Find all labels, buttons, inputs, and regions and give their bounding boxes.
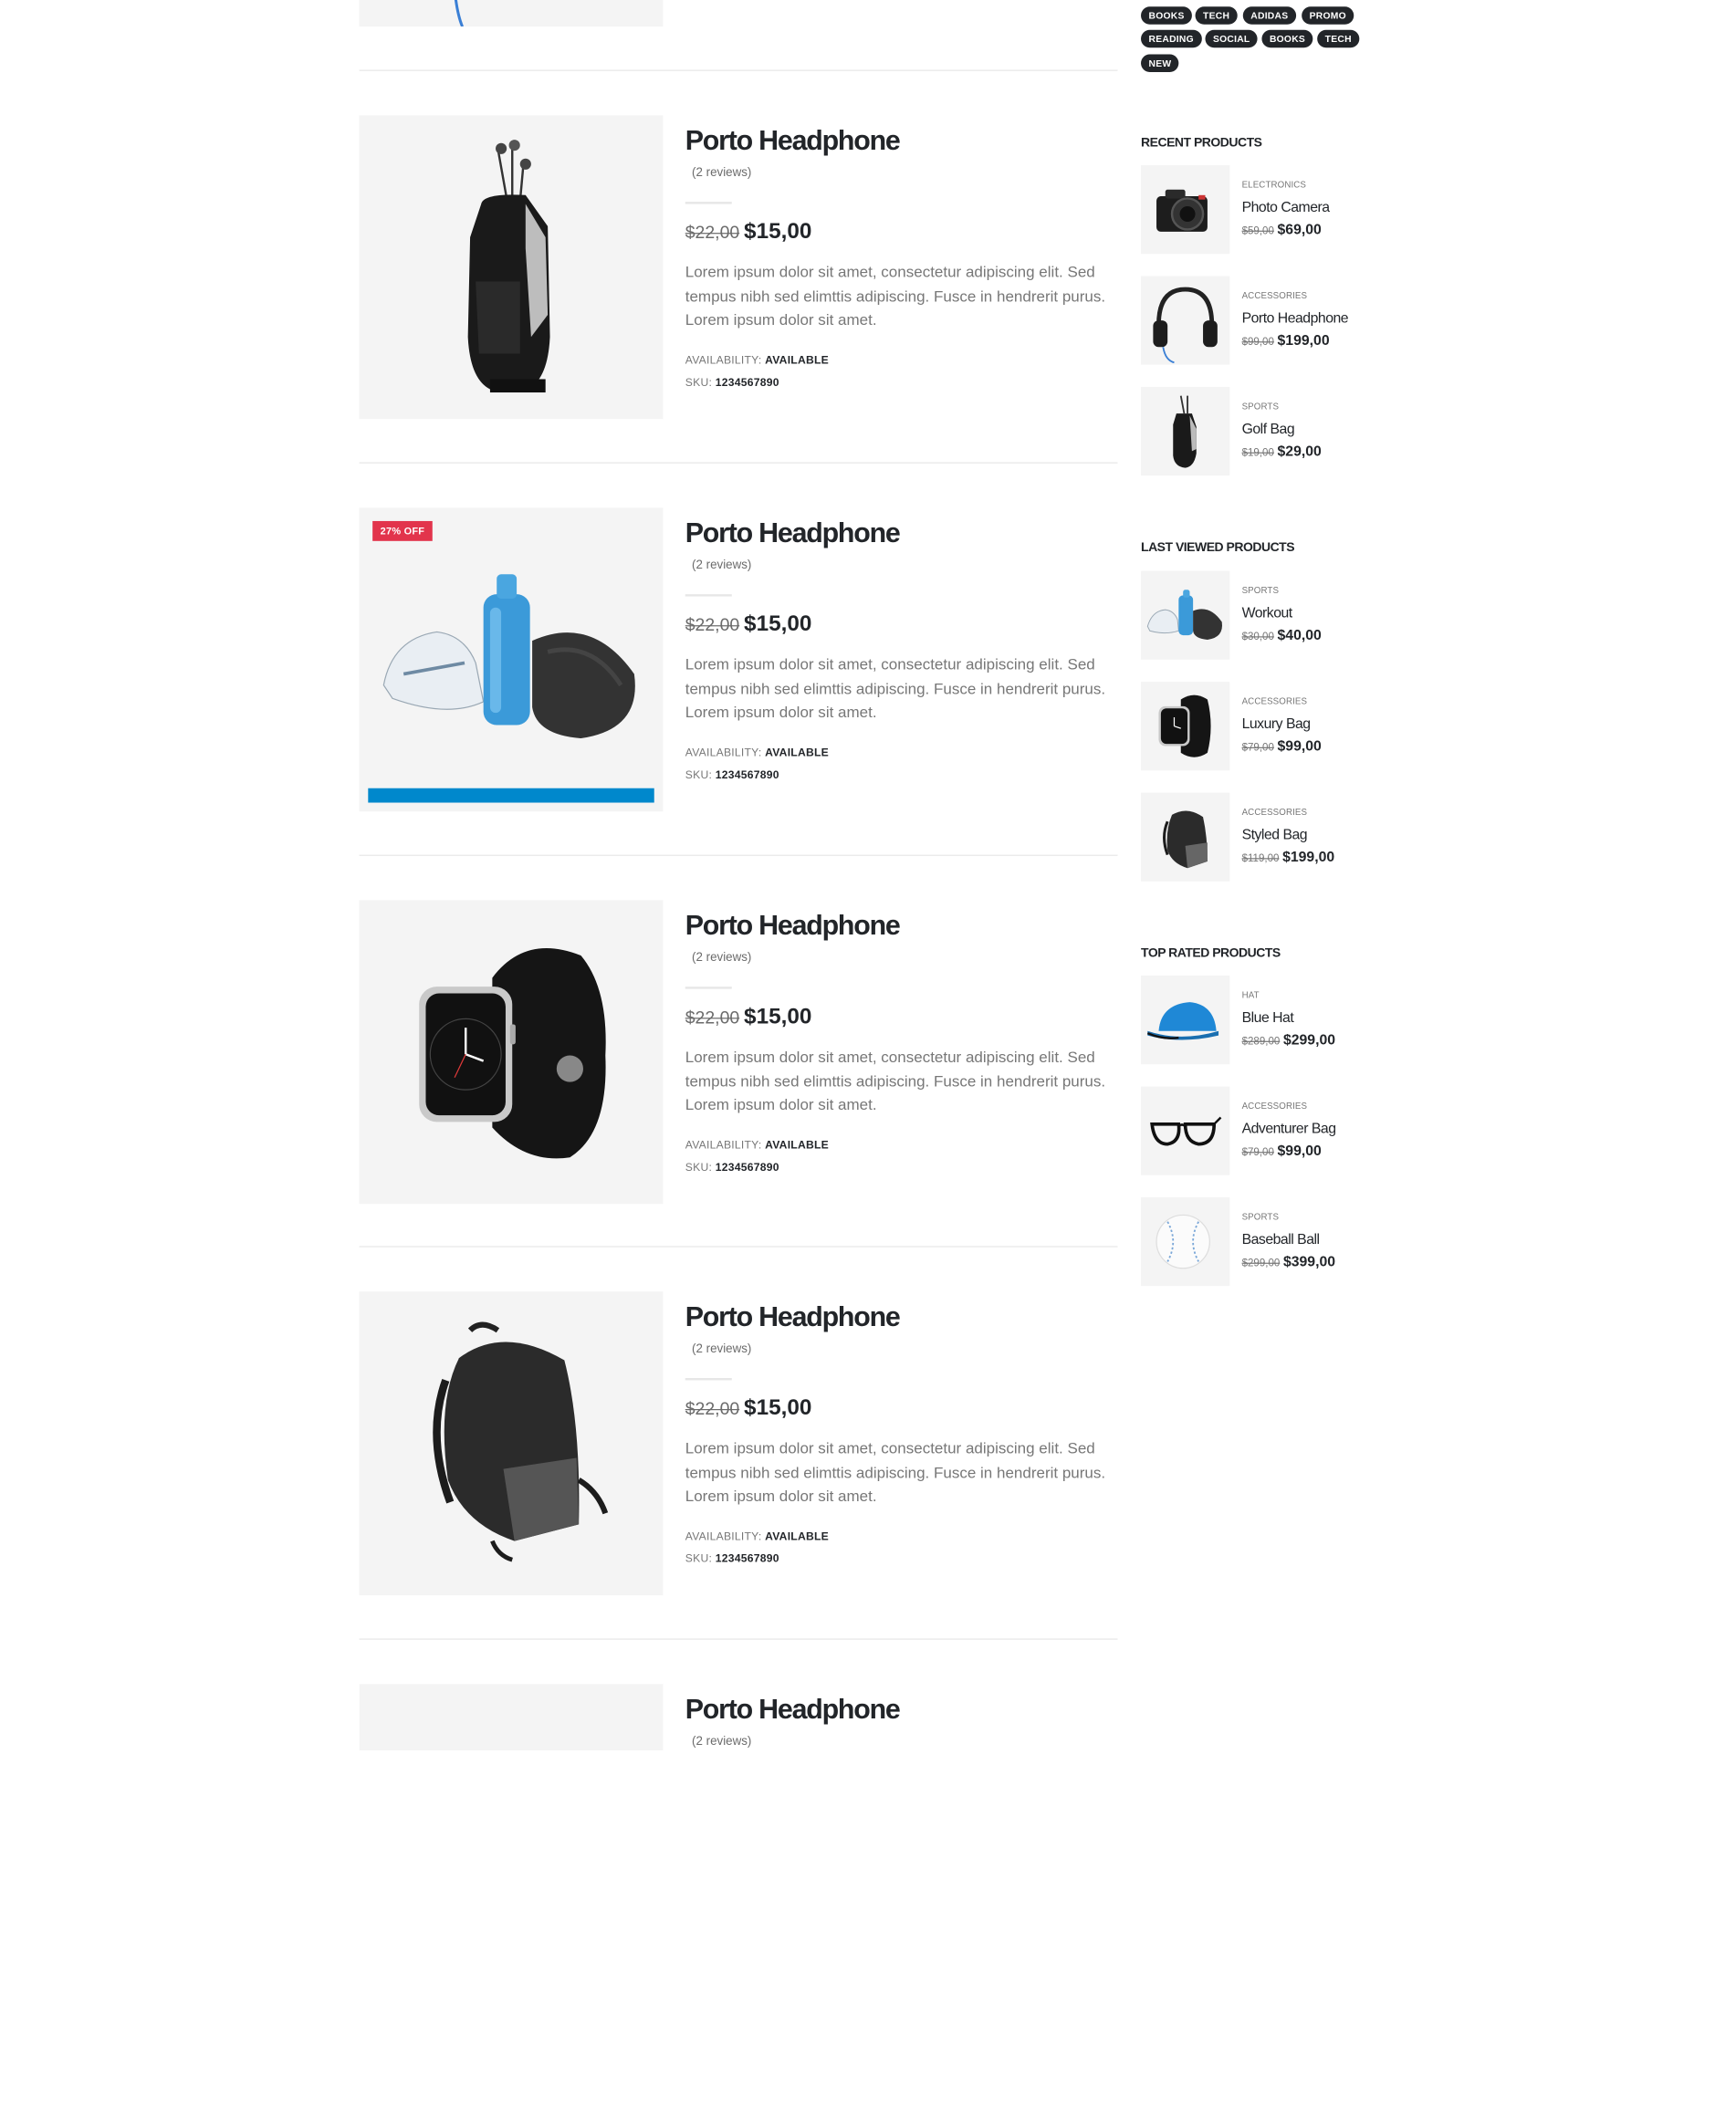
- old-price: $119,00: [1241, 852, 1280, 865]
- price: [685, 1005, 1118, 1030]
- tag[interactable]: PROMO: [1302, 6, 1354, 24]
- old-price: $99,00: [1241, 336, 1274, 349]
- old-price: $22,00: [685, 1400, 740, 1419]
- widget-product[interactable]: [1141, 682, 1385, 770]
- availability-value: AVAILABLE: [765, 1530, 830, 1543]
- old-price: $22,00: [685, 616, 740, 636]
- tag[interactable]: BOOKS: [1141, 6, 1192, 24]
- old-price: $79,00: [1241, 1146, 1274, 1159]
- golf-bag-icon: [360, 115, 664, 419]
- glasses-icon: [1141, 1087, 1229, 1175]
- product-description: Lorem ipsum dolor sit amet, consectetur adipiscing elit. Sed tempus nibh sed elimttis adipiscing. Fusce in hendrerit purus. Lorem ipsum dolor sit amet.: [685, 1047, 1106, 1113]
- widget-product-price: [1242, 1031, 1335, 1048]
- smartwatch-icon: [360, 900, 664, 1204]
- widget-product-name[interactable]: Luxury Bag: [1241, 715, 1311, 732]
- widget-product-image[interactable]: [1141, 387, 1229, 475]
- sku-label: SKU:: [685, 768, 713, 781]
- tag[interactable]: BOOKS: [1261, 30, 1312, 47]
- sku-label: SKU:: [685, 1552, 713, 1565]
- separator: [360, 1638, 1118, 1639]
- product-title[interactable]: Porto Headphone: [685, 1694, 900, 1726]
- widget-title: TOP RATED PRODUCTS: [1141, 946, 1281, 961]
- sku-label: SKU:: [685, 1161, 713, 1174]
- current-price: $199,00: [1282, 848, 1335, 865]
- current-price: $199,00: [1277, 331, 1330, 349]
- old-price: $79,00: [1241, 741, 1274, 755]
- product-title[interactable]: Porto Headphone: [685, 125, 900, 157]
- separator: [360, 70, 1118, 71]
- price: [685, 220, 1118, 245]
- discount-badge: 27% OFF: [372, 521, 433, 541]
- current-price: $15,00: [744, 1004, 812, 1029]
- backpack-icon: [1141, 793, 1229, 882]
- product-meta: [685, 742, 1118, 787]
- old-price: $22,00: [685, 1008, 740, 1028]
- widget-product[interactable]: [1141, 571, 1385, 660]
- widget-product-price: [1242, 443, 1322, 459]
- old-price: $30,00: [1241, 631, 1274, 643]
- product-item: [360, 507, 1118, 811]
- hat-icon: [1141, 976, 1229, 1064]
- tag[interactable]: SOCIAL: [1205, 30, 1257, 47]
- current-price: $15,00: [744, 219, 812, 245]
- price: [685, 1395, 1118, 1421]
- tag[interactable]: NEW: [1141, 55, 1179, 72]
- widget-product-price: [1242, 1253, 1335, 1269]
- widget-product-category[interactable]: HAT: [1241, 989, 1260, 1000]
- progress-fill: [368, 788, 654, 803]
- tag[interactable]: READING: [1141, 30, 1201, 47]
- current-price: $40,00: [1277, 626, 1322, 643]
- availability-label: AVAILABILITY:: [685, 747, 762, 759]
- product-description: Lorem ipsum dolor sit amet, consectetur adipiscing elit. Sed tempus nibh sed elimttis adipiscing. Fusce in hendrerit purus. Lorem ipsum dolor sit amet.: [685, 654, 1106, 721]
- tag[interactable]: ADIDAS: [1243, 6, 1296, 24]
- old-price: $59,00: [1241, 224, 1274, 237]
- widget-product[interactable]: [1141, 976, 1385, 1064]
- product-title[interactable]: Porto Headphone: [685, 910, 900, 942]
- widget-product-category[interactable]: ACCESSORIES: [1241, 695, 1308, 706]
- widget-product-price: [1242, 331, 1330, 348]
- product-item: [360, 900, 1118, 1204]
- product-item: [360, 115, 1118, 419]
- widget-product-price: [1242, 848, 1335, 864]
- widget-product[interactable]: [1141, 387, 1385, 475]
- product-description: Lorem ipsum dolor sit amet, consectetur adipiscing elit. Sed tempus nibh sed elimttis adipiscing. Fusce in hendrerit purus. Lorem ipsum dolor sit amet.: [685, 262, 1106, 329]
- availability-value: AVAILABLE: [765, 1139, 830, 1152]
- widget-product-price: [1242, 626, 1322, 642]
- sku-value: 1234567890: [715, 1552, 779, 1565]
- widget-product-category[interactable]: SPORTS: [1241, 1211, 1280, 1222]
- camera-icon: [1141, 165, 1229, 254]
- product-meta: [685, 350, 1118, 394]
- divider: [685, 987, 732, 988]
- product-image[interactable]: [360, 115, 664, 419]
- widget-product-price: [1242, 221, 1322, 237]
- availability-label: AVAILABILITY:: [685, 354, 762, 367]
- review-count[interactable]: (2 reviews): [692, 951, 752, 965]
- separator: [360, 1246, 1118, 1247]
- golf-bag-icon: [1141, 387, 1229, 475]
- widget-product-name[interactable]: Porto Headphone: [1241, 308, 1349, 327]
- review-count[interactable]: (2 reviews): [692, 166, 752, 180]
- widget-product[interactable]: [1141, 165, 1385, 254]
- old-price: $299,00: [1241, 1257, 1281, 1269]
- product-image[interactable]: [360, 507, 664, 811]
- product-image[interactable]: [360, 1684, 664, 1750]
- review-count[interactable]: (2 reviews): [692, 1342, 752, 1356]
- widget-product-category[interactable]: ELECTRONICS: [1241, 179, 1307, 190]
- availability-label: AVAILABILITY:: [685, 1530, 762, 1543]
- current-price: $399,00: [1282, 1252, 1336, 1269]
- widget-product[interactable]: [1141, 793, 1385, 882]
- separator: [360, 855, 1118, 856]
- product-image[interactable]: [360, 1291, 664, 1595]
- current-price: $99,00: [1277, 1142, 1322, 1159]
- product-description: Lorem ipsum dolor sit amet, consectetur adipiscing elit. Sed tempus nibh sed elimttis adipiscing. Fusce in hendrerit purus. Lorem ipsum dolor sit amet.: [685, 1438, 1106, 1505]
- widget-product-category[interactable]: SPORTS: [1241, 585, 1280, 596]
- widget-product-category[interactable]: ACCESSORIES: [1241, 807, 1308, 818]
- divider: [685, 1378, 732, 1380]
- widget-product-name[interactable]: Golf Bag: [1241, 420, 1295, 437]
- review-count[interactable]: (2 reviews): [692, 1735, 752, 1749]
- widget-product[interactable]: [1141, 276, 1385, 364]
- widget-product-image[interactable]: [1141, 165, 1229, 254]
- availability-value: AVAILABLE: [765, 747, 830, 759]
- widget-title: RECENT PRODUCTS: [1141, 136, 1262, 150]
- widget-product-price: [1242, 1142, 1322, 1158]
- baseball-icon: [1141, 1197, 1229, 1286]
- widget-product-image[interactable]: [1141, 1087, 1229, 1175]
- widget-product[interactable]: [1141, 1087, 1385, 1175]
- sku-value: 1234567890: [715, 1161, 779, 1174]
- availability-value: AVAILABLE: [765, 354, 830, 367]
- price: [685, 612, 1118, 638]
- availability-label: AVAILABILITY:: [685, 1139, 762, 1152]
- product-title[interactable]: Porto Headphone: [685, 1301, 900, 1333]
- old-price: $22,00: [685, 224, 740, 244]
- previous-product-image[interactable]: [360, 0, 664, 26]
- current-price: $29,00: [1277, 442, 1322, 459]
- product-meta: [685, 1526, 1118, 1571]
- headphone-icon: [1141, 276, 1229, 364]
- widget-product-category[interactable]: ACCESSORIES: [1241, 290, 1308, 301]
- product-item: [360, 1684, 1118, 1750]
- tag[interactable]: TECH: [1196, 6, 1238, 24]
- sku-value: 1234567890: [715, 376, 779, 389]
- widget-product-category[interactable]: SPORTS: [1241, 401, 1280, 412]
- widget-product-image[interactable]: [1141, 571, 1229, 660]
- current-price: $15,00: [744, 1395, 812, 1421]
- backpack-icon: [360, 1291, 664, 1595]
- widget-title: LAST VIEWED PRODUCTS: [1141, 540, 1295, 555]
- old-price: $19,00: [1241, 446, 1274, 459]
- old-price: $289,00: [1241, 1035, 1281, 1048]
- product-meta: [685, 1134, 1118, 1179]
- widget-product-image[interactable]: [1141, 976, 1229, 1064]
- current-price: $69,00: [1277, 220, 1322, 237]
- product-title[interactable]: Porto Headphone: [685, 517, 900, 549]
- progress-bar: [368, 788, 654, 803]
- product-image[interactable]: [360, 900, 664, 1204]
- widget-product[interactable]: [1141, 1197, 1385, 1286]
- separator: [360, 463, 1118, 464]
- workout-icon: [1141, 571, 1229, 660]
- watch-icon: [1141, 682, 1229, 770]
- widget-product-name[interactable]: Workout: [1241, 604, 1292, 621]
- widget-product-name[interactable]: Adventurer Bag: [1241, 1119, 1336, 1137]
- tag[interactable]: TECH: [1317, 30, 1359, 47]
- review-count[interactable]: (2 reviews): [692, 559, 752, 572]
- product-item: [360, 1291, 1118, 1595]
- widget-product-name[interactable]: Styled Bag: [1241, 826, 1308, 843]
- current-price: $15,00: [744, 611, 812, 637]
- sku-value: 1234567890: [715, 768, 779, 781]
- widget-product-image[interactable]: [1141, 793, 1229, 882]
- widget-product-name[interactable]: Blue Hat: [1241, 1008, 1294, 1026]
- widget-product-image[interactable]: [1141, 1197, 1229, 1286]
- sku-label: SKU:: [685, 376, 713, 389]
- workout-icon: [360, 507, 664, 811]
- divider: [685, 202, 732, 204]
- current-price: $299,00: [1282, 1030, 1336, 1048]
- widget-product-price: [1242, 737, 1322, 754]
- divider: [685, 594, 732, 596]
- current-price: $99,00: [1277, 736, 1322, 755]
- widget-product-name[interactable]: Baseball Ball: [1241, 1230, 1320, 1248]
- widget-product-name[interactable]: Photo Camera: [1241, 198, 1330, 215]
- widget-product-image[interactable]: [1141, 276, 1229, 364]
- widget-product-category[interactable]: ACCESSORIES: [1241, 1101, 1308, 1112]
- widget-product-image[interactable]: [1141, 682, 1229, 770]
